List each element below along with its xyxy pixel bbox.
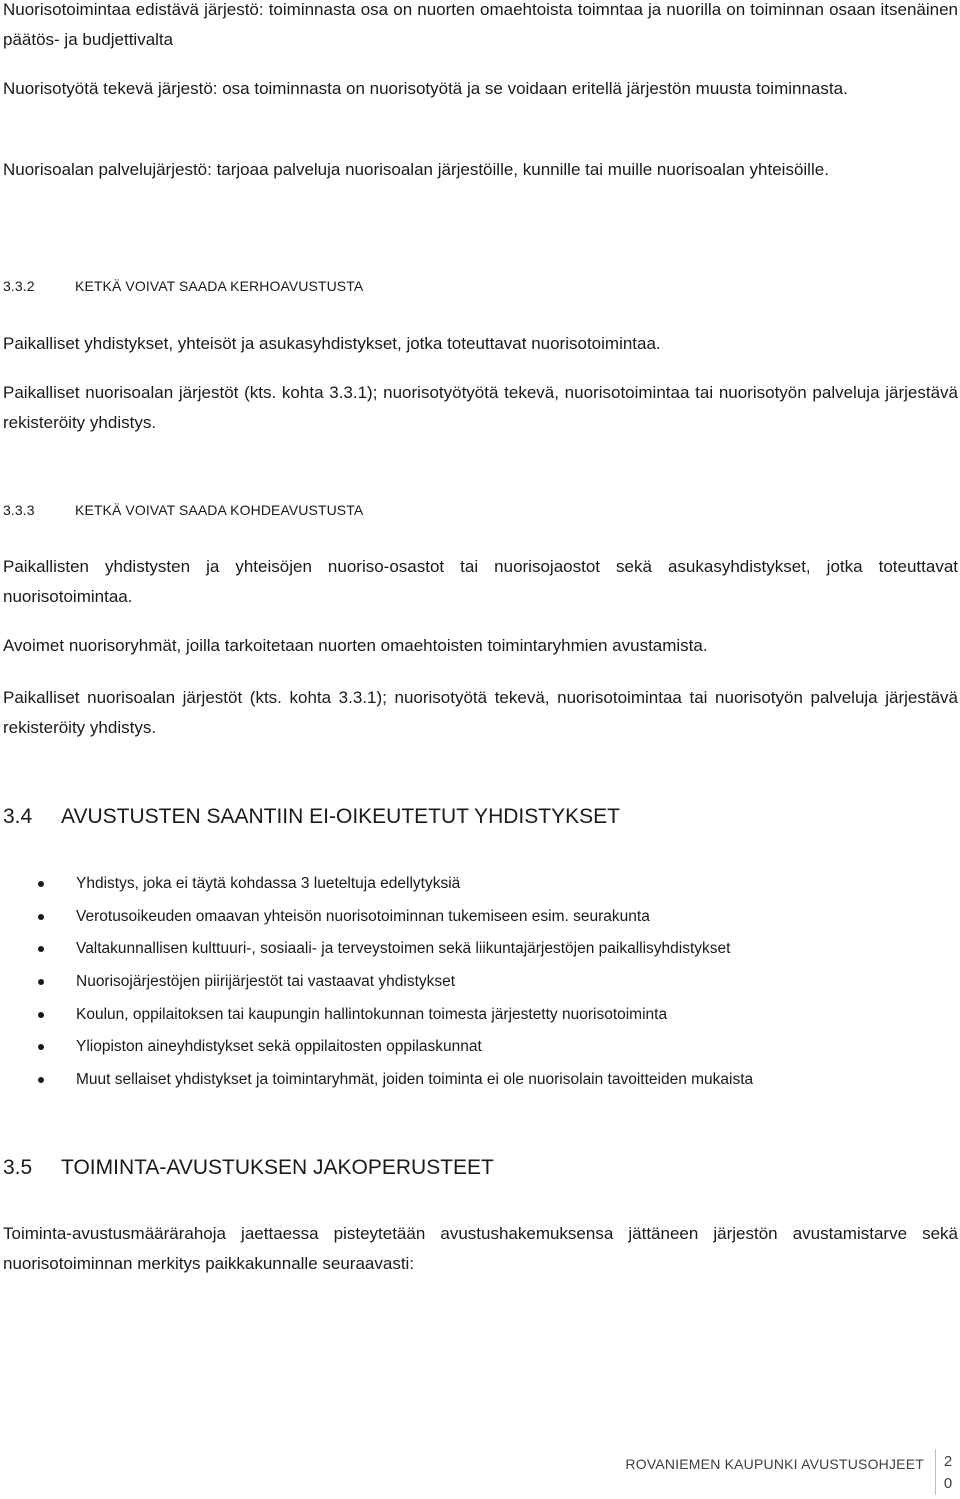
intro-paragraph-1: Nuorisotoimintaa edistävä järjestö: toiminnasta osa on nuorten omaehtoista toimntaa ja nuorilla on toiminnan osaan itsenäinen päätös- ja budjettivalta bbox=[3, 0, 958, 49]
list-item bbox=[0, 868, 960, 901]
section-333-paragraph-1: Paikallisten yhdistysten ja yhteisöjen nuoriso-osastot tai nuorisojaostot sekä asukasyhdistykset, jotka toteuttavat nuorisotoimintaa. bbox=[3, 557, 958, 606]
section-35-heading bbox=[3, 1153, 903, 1183]
section-332-paragraph-1: Paikalliset yhdistykset, yhteisöt ja asukasyhdistykset, jotka toteuttavat nuorisotoimintaa. bbox=[3, 334, 661, 353]
list-item bbox=[0, 999, 960, 1032]
list-item-text: Muut sellaiset yhdistykset ja toimintaryhmät, joiden toiminta ei ole nuorisolain tavoitteiden mukaista bbox=[76, 1071, 754, 1089]
ineligible-list bbox=[0, 868, 960, 1097]
section-333-number: 3.3.3 bbox=[3, 502, 35, 518]
list-item-text: Koulun, oppilaitoksen tai kaupungin hallintokunnan toimesta järjestetty nuorisotoiminta bbox=[76, 1005, 668, 1023]
section-333-title: KETKÄ VOIVAT SAADA KOHDEAVUSTUSTA bbox=[75, 502, 364, 518]
section-34-title: AVUSTUSTEN SAANTIIN EI-OIKEUTETUT YHDISTYKSET bbox=[61, 805, 620, 828]
list-item bbox=[0, 1031, 960, 1064]
bullet-icon bbox=[38, 1012, 44, 1018]
list-item bbox=[0, 1064, 960, 1097]
list-item bbox=[0, 901, 960, 934]
intro-paragraph-2: Nuorisotyötä tekevä järjestö: osa toiminnasta on nuorisotyötä ja se voidaan eritellä järjestön muusta toiminnasta. bbox=[3, 79, 848, 98]
page-number-digit-1: 2 bbox=[943, 1453, 953, 1470]
section-332-paragraph-2: Paikalliset nuorisoalan järjestöt (kts. kohta 3.3.1); nuorisotyötyötä tekevä, nuorisotoimintaa tai nuorisotyön palveluja järjestävä rekisteröity yhdistys. bbox=[3, 383, 958, 432]
bullet-icon bbox=[38, 1077, 44, 1083]
list-item-text: Verotusoikeuden omaavan yhteisön nuorisotoiminnan tukemiseen esim. seurakunta bbox=[76, 907, 650, 925]
footer-divider bbox=[935, 1449, 936, 1495]
page-footer bbox=[560, 1453, 960, 1493]
bullet-icon bbox=[38, 914, 44, 920]
section-35-title: TOIMINTA-AVUSTUKSEN JAKOPERUSTEET bbox=[61, 1156, 494, 1179]
section-333-paragraph-2: Avoimet nuorisoryhmät, joilla tarkoitetaan nuorten omaehtoisten toimintaryhmien avustamista. bbox=[3, 636, 708, 655]
section-332-number: 3.3.2 bbox=[3, 278, 35, 294]
footer-title: ROVANIEMEN KAUPUNKI AVUSTUSOHJEET bbox=[625, 1456, 924, 1472]
list-item-text: Valtakunnallisen kulttuuri-, sosiaali- ja terveystoimen sekä liikuntajärjestöjen paikallisyhdistykset bbox=[76, 940, 731, 958]
list-item-text: Yhdistys, joka ei täytä kohdassa 3 lueteltuja edellytyksiä bbox=[76, 875, 461, 892]
section-332-heading bbox=[3, 276, 903, 296]
list-item bbox=[0, 966, 960, 999]
page-number-digit-2: 0 bbox=[943, 1475, 953, 1492]
list-item-text: Yliopiston aineyhdistykset sekä oppilaitosten oppilaskunnat bbox=[76, 1038, 482, 1056]
intro-paragraph-3: Nuorisoalan palvelujärjestö: tarjoaa palveluja nuorisoalan järjestöille, kunnille tai muille nuorisoalan yhteisöille. bbox=[3, 160, 829, 179]
section-34-heading bbox=[3, 802, 903, 832]
bullet-icon bbox=[38, 881, 44, 887]
section-333-heading bbox=[3, 500, 903, 520]
section-34-number: 3.4 bbox=[3, 805, 33, 828]
section-333-paragraph-3: Paikalliset nuorisoalan järjestöt (kts. kohta 3.3.1); nuorisotyötä tekevä, nuorisotoimintaa tai nuorisotyön palveluja järjestävä rekisteröity yhdistys. bbox=[3, 688, 958, 737]
section-35-paragraph: Toiminta-avustusmäärärahoja jaettaessa pisteytetään avustushakemuksensa jättäneen järjestön avustamistarve sekä nuorisotoiminnan merkitys paikkakunnalle seuraavasti: bbox=[3, 1224, 958, 1273]
section-35-number: 3.5 bbox=[3, 1156, 33, 1179]
section-332-title: KETKÄ VOIVAT SAADA KERHOAVUSTUSTA bbox=[75, 278, 364, 294]
bullet-icon bbox=[38, 979, 44, 985]
bullet-icon bbox=[38, 1044, 44, 1050]
bullet-icon bbox=[38, 946, 44, 952]
list-item-text: Nuorisojärjestöjen piirijärjestöt tai vastaavat yhdistykset bbox=[76, 973, 456, 991]
list-item bbox=[0, 933, 960, 966]
